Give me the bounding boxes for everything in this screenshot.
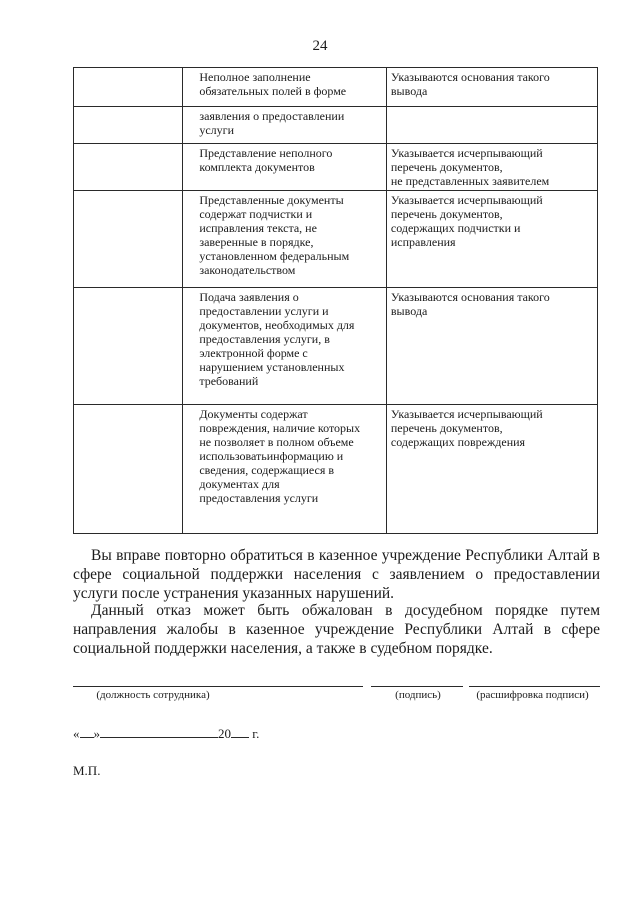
date-close-quote: » xyxy=(93,726,100,741)
table-row xyxy=(74,288,598,405)
refusal-reason: Неполное заполнение обязательных полей в форме xyxy=(199,70,347,98)
decode-line xyxy=(469,686,600,687)
page-number: 24 xyxy=(312,38,328,54)
refusal-reasons-table xyxy=(73,67,598,534)
refusal-reason: Подача заявления о предоставлении услуги и документов, необходимых для предоставления услуги, в электронной форме с нарушением установленных требований xyxy=(199,290,355,388)
table-row xyxy=(74,68,598,107)
refusal-reason: заявления о предоставлении услуги xyxy=(199,109,345,137)
table-cell-empty xyxy=(74,405,183,534)
year-prefix: 20 xyxy=(218,726,231,741)
refusal-explanation: Указывается исчерпывающий перечень документов, содержащих подчистки и исправления xyxy=(390,193,543,249)
stamp-label: М.П. xyxy=(73,763,101,778)
table-row xyxy=(74,405,598,534)
year-blank xyxy=(231,727,249,738)
month-blank xyxy=(100,727,218,738)
position-line xyxy=(73,686,363,687)
signature-line xyxy=(371,686,463,687)
refusal-reason: Документы содержат повреждения, наличие которых не позволяет в полном объеме использоватьинформацию и сведения, содержащиеся в документах для предоставления услуги xyxy=(199,407,361,505)
year-suffix: г. xyxy=(252,726,260,741)
table-cell-empty xyxy=(74,191,183,288)
refusal-explanation: Указываются основания такого вывода xyxy=(390,290,550,318)
table-cell-empty xyxy=(74,288,183,405)
table-cell-empty xyxy=(74,107,183,144)
position-label: (должность сотрудника) xyxy=(96,689,210,701)
refusal-explanation: Указывается исчерпывающий перечень документов, содержащих повреждения xyxy=(390,407,543,449)
decode-label: (расшифровка подписи) xyxy=(476,689,589,701)
signature-label: (подпись) xyxy=(395,689,441,701)
refusal-reason: Представленные документы содержат подчистки и исправления текста, не заверенные в порядке, установленном федеральным законодательством xyxy=(199,193,350,277)
table-cell-empty xyxy=(74,68,183,107)
refusal-reason: Представление неполного комплекта документов xyxy=(199,146,333,174)
refusal-explanation: Указывается исчерпывающий перечень документов, не представленных заявителем xyxy=(390,146,550,188)
appeal-paragraph: Данный отказ может быть обжалован в досудебном порядке путем направления жалобы в казенное учреждение Республики Алтай в сфере социальной поддержки населения, а также в судебном порядке. xyxy=(73,602,600,657)
reapply-paragraph: Вы вправе повторно обратиться в казенное учреждение Республики Алтай в сфере социальной поддержки населения с заявлением о предоставлении услуги после устранения указанных нарушений. xyxy=(73,547,600,602)
table-row xyxy=(74,144,598,191)
refusal-explanation: Указываются основания такого вывода xyxy=(390,70,550,98)
table-cell-empty xyxy=(74,144,183,191)
table-row xyxy=(74,191,598,288)
table-row xyxy=(74,107,598,144)
day-blank xyxy=(80,727,94,738)
date-open-quote: « xyxy=(73,726,80,741)
signature-block xyxy=(73,686,600,710)
date-line xyxy=(73,726,259,742)
